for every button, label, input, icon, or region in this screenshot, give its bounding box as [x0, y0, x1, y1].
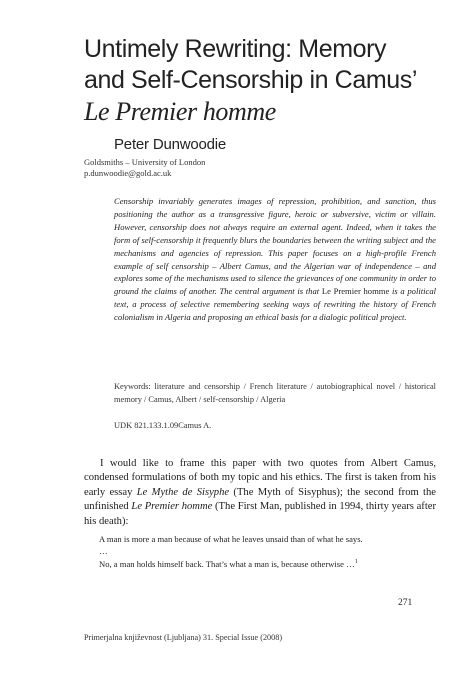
work-title-premier-homme: Le Premier homme [131, 501, 213, 513]
title-line-3: Le Premier homme [84, 97, 276, 126]
title-line-1: Untimely Rewriting: Memory [84, 35, 387, 63]
page-number: 271 [398, 598, 413, 608]
keywords: Keywords: literature and censorship / French literature / autobiographical novel / historical memory / Camus, Albert / self-censorship / Algeria [114, 382, 436, 404]
author-name: Peter Dunwoodie [114, 136, 227, 153]
author-affiliation [84, 157, 205, 179]
abstract [114, 195, 436, 324]
running-footer: Primerjalna književnost (Ljubljana) 31. Special Issue (2008) [84, 633, 283, 642]
email-address: p.dunwoodie@gold.ac.uk [84, 168, 172, 178]
institution: Goldsmiths – University of London [84, 157, 206, 167]
quote-ellipsis: … [99, 545, 108, 556]
paragraph-text-1: I would like to frame this paper with two quotes from Albert Camus, condensed formulations of both my topic and his ethics. The first is taken from his early essay [84, 458, 436, 498]
quote-2-text: No, a man holds himself back. That’s what a man is, because otherwise … [99, 558, 355, 569]
paragraph-text-3: (The First Man, published in 1994, thirty years after his death): [84, 501, 437, 527]
quote-2 [99, 557, 419, 570]
block-quotes [99, 534, 419, 570]
quote-1: A man is more a man because of what he leaves unsaid than of what he says. [99, 534, 363, 544]
abstract-text-2: is a political text, a process of selective remembering seeking ways of rewriting the history of French colonialism in Algeria and proposing an ethical basis for a dialogic political project. [114, 286, 437, 323]
title-line-2: and Self-Censorship in Camus’ [84, 66, 418, 94]
footnote-marker[interactable]: 1 [354, 559, 358, 565]
article-title [84, 34, 424, 127]
paragraph-text-2: (The Myth of Sisyphus); the second from the unfinished [84, 486, 436, 513]
abstract-work-title: Le Premier homme [321, 286, 390, 297]
body-text [84, 457, 436, 529]
work-title-sisyphe: Le Mythe de Sisyphe [136, 486, 230, 498]
paragraph [84, 457, 436, 529]
udk-code: UDK 821.133.1.09Camus A. [114, 421, 212, 430]
abstract-text-1: Censorship invariably generates images of repression, prohibition, and sanction, thus positioning the author as a transgressive figure, heroic or subversive, victim or villain. However, censorship does not always require an external agent. Indeed, when it takes the form of self-censorship it frequently blurs the boundaries between the writing subject and the mechanisms and agencies of repression. This paper focuses on a high-profile French example of self censorship – Albert Camus, and the Algerian war of independence – and explores some of the mechanisms used to silence the grievances of one community in order to ground the claims of another. The central argument is that [114, 196, 436, 297]
